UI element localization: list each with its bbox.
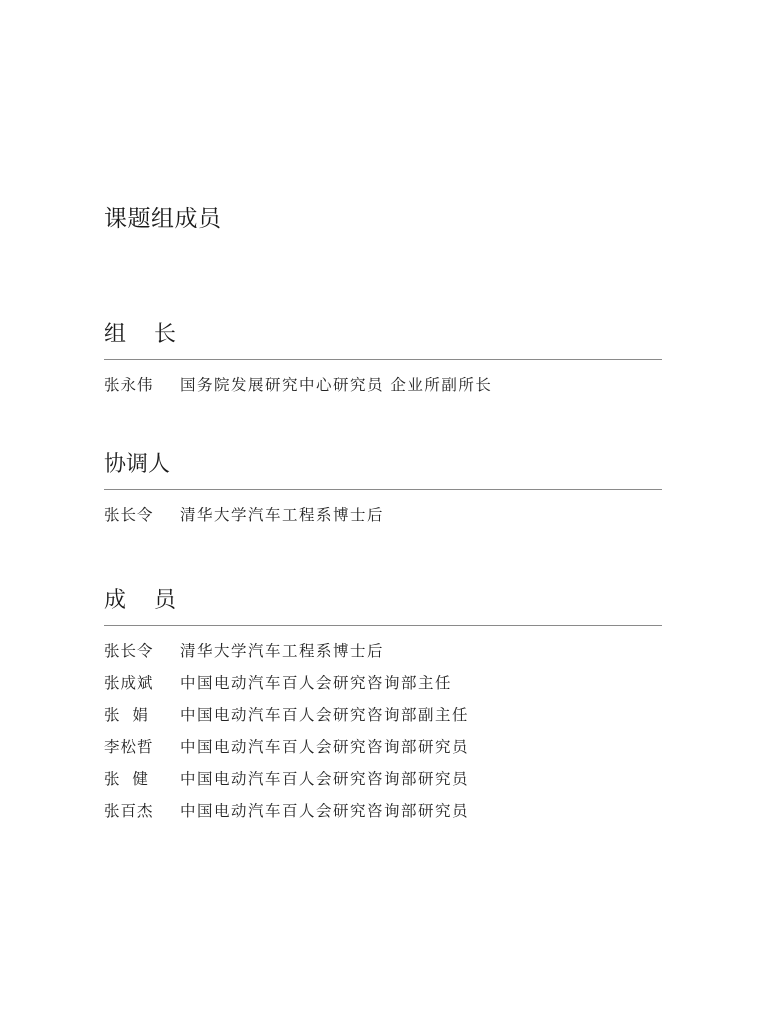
- section-divider: [104, 489, 662, 490]
- member-row: [104, 802, 662, 834]
- member-row: [104, 376, 662, 408]
- member-role: 清华大学汽车工程系博士后: [180, 506, 385, 524]
- member-list: [104, 506, 662, 538]
- member-row: [104, 506, 662, 538]
- section-heading-members: [104, 584, 662, 618]
- section-heading-leader: [104, 318, 662, 352]
- member-role: 中国电动汽车百人会研究咨询部副主任: [180, 706, 470, 724]
- member-name: 张长令: [104, 506, 154, 524]
- member-role: 中国电动汽车百人会研究咨询部研究员: [180, 802, 470, 820]
- member-row: [104, 706, 662, 738]
- member-list: [104, 642, 662, 834]
- member-row: [104, 770, 662, 802]
- member-row: [104, 674, 662, 706]
- heading-char-1: 成: [104, 588, 127, 613]
- section-heading-coordinator: 协调人: [104, 452, 171, 477]
- section-coordinator: [104, 448, 662, 538]
- member-list: [104, 376, 662, 408]
- section-leader: [104, 318, 662, 408]
- member-row: [104, 642, 662, 674]
- member-role: 中国电动汽车百人会研究咨询部研究员: [180, 770, 470, 788]
- member-role: 中国电动汽车百人会研究咨询部研究员: [180, 738, 470, 756]
- section-divider: [104, 359, 662, 360]
- member-role: 清华大学汽车工程系博士后: [180, 642, 385, 660]
- member-name: 张 健: [104, 770, 149, 788]
- member-name: 张长令: [104, 642, 154, 660]
- member-name: 张 娟: [104, 706, 149, 724]
- member-row: [104, 738, 662, 770]
- heading-char-1: 组: [104, 322, 127, 347]
- section-divider: [104, 625, 662, 626]
- member-role: 中国电动汽车百人会研究咨询部主任: [180, 674, 453, 692]
- page-title: 课题组成员: [104, 206, 222, 232]
- member-name: 张永伟: [104, 376, 154, 394]
- member-name: 张成斌: [104, 674, 154, 692]
- section-members: [104, 584, 662, 834]
- member-role: 国务院发展研究中心研究员 企业所副所长: [180, 376, 493, 394]
- heading-char-2: 长: [154, 322, 177, 347]
- heading-char-2: 员: [154, 588, 177, 613]
- member-name: 李松哲: [104, 738, 154, 756]
- member-name: 张百杰: [104, 802, 154, 820]
